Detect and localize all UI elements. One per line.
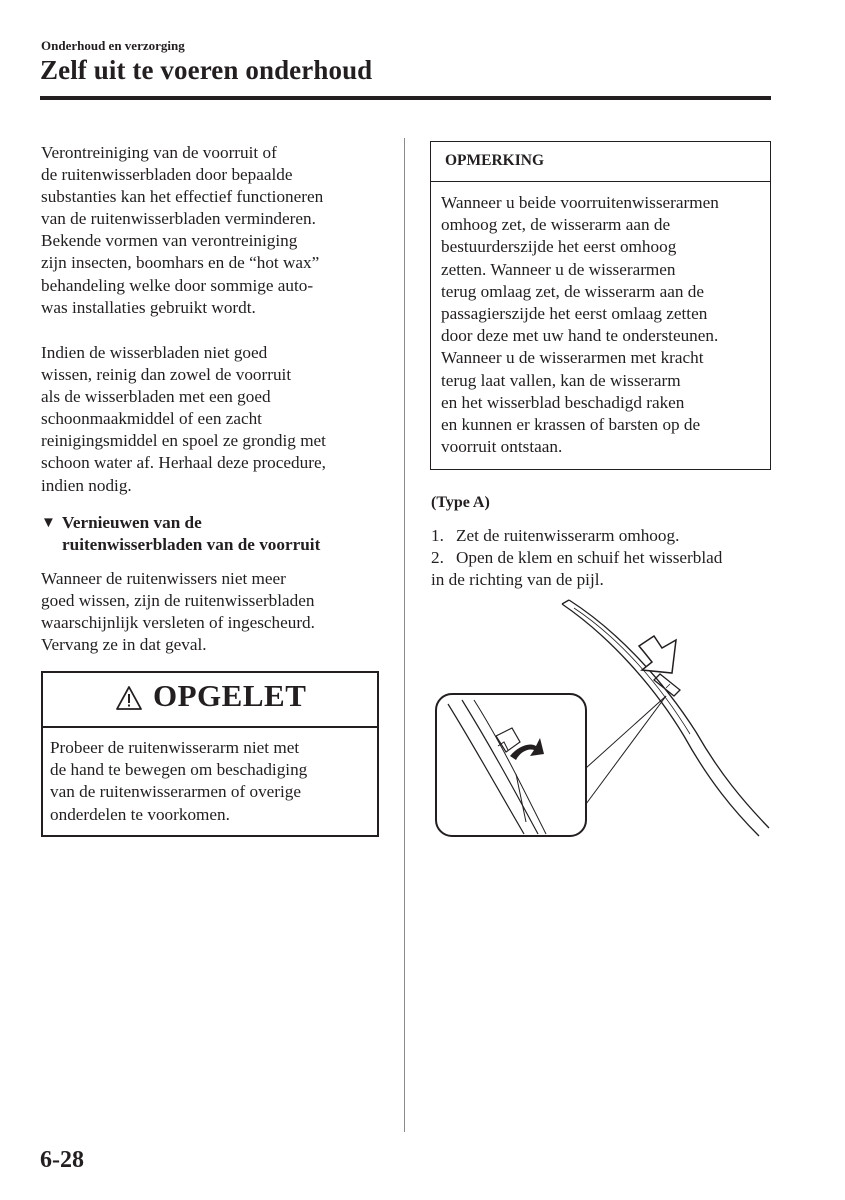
- text-line: door deze met uw hand te ondersteunen.: [441, 326, 719, 346]
- text-line: zetten. Wanneer u de wisserarmen: [441, 259, 676, 279]
- text-line: terug omlaag zet, de wisserarm aan de: [441, 281, 704, 301]
- text-line: Indien de wisserbladen niet goed: [41, 343, 268, 362]
- text-line: van de ruitenwisserarmen of overige: [50, 782, 302, 802]
- text-line: als de wisserbladen met een goed: [41, 387, 271, 407]
- text-line: waarschijnlijk versleten of ingescheurd.: [41, 613, 315, 633]
- step-list: [431, 525, 722, 592]
- text-line: wissen, reinig dan zowel de voorruit: [41, 365, 292, 385]
- paragraph-worn-blades: [41, 568, 386, 656]
- text-line: Verontreiniging van de voorruit of: [41, 143, 277, 162]
- leader-line: [586, 696, 666, 804]
- caution-box: [41, 671, 379, 837]
- text-line: indien nodig.: [41, 475, 132, 495]
- wiper-blade-illustration: [434, 596, 774, 846]
- wiper-arm-drawing: [562, 600, 769, 836]
- type-a-label: (Type A): [431, 494, 490, 511]
- step-text: Open de klem en schuif het wisserblad: [456, 548, 723, 568]
- text-line: goed wissen, zijn de ruitenwisserbladen: [41, 591, 315, 611]
- step-text: in de richting van de pijl.: [431, 570, 604, 590]
- note-body: [441, 192, 719, 458]
- text-line: Wanneer u de wisserarmen met kracht: [441, 348, 704, 368]
- triangle-marker-icon: ▼: [41, 515, 56, 531]
- page-number: 6-28: [40, 1147, 84, 1173]
- text-line: Wanneer de ruitenwissers niet meer: [41, 569, 286, 588]
- text-line: Wanneer u beide voorruitenwisserarmen: [441, 193, 719, 212]
- text-line: behandeling welke door sommige auto-: [41, 275, 314, 295]
- text-line: omhoog zet, de wisserarm aan de: [441, 215, 671, 235]
- text-line: schoon water af. Herhaal deze procedure,: [41, 453, 326, 473]
- step-item: [431, 525, 722, 547]
- leader-line: [586, 696, 666, 768]
- section-label: Onderhoud en verzorging: [41, 38, 185, 53]
- text-line: voorruit ontstaan.: [441, 437, 563, 457]
- text-line: reinigingsmiddel en spoel ze grondig met: [41, 431, 326, 451]
- column-divider: [404, 138, 405, 1132]
- text-line: van de ruitenwisserbladen verminderen.: [41, 209, 316, 229]
- text-line: Bekende vormen van verontreiniging: [41, 231, 298, 251]
- caution-header: [43, 673, 377, 728]
- page-title: Zelf uit te voeren onderhoud: [40, 55, 373, 85]
- text-line: passagierszijde het eerst omlaag zetten: [441, 304, 708, 324]
- detail-inset: [436, 694, 586, 836]
- text-line: terug laat vallen, kan de wisserarm: [441, 370, 681, 390]
- step-text: Zet de ruitenwisserarm omhoog.: [456, 526, 680, 545]
- text-line: Vervang ze in dat geval.: [41, 635, 207, 655]
- paragraph-contamination: [41, 142, 386, 319]
- step-number: 1.: [431, 526, 444, 545]
- direction-arrow-icon: [639, 636, 676, 673]
- note-title: OPMERKING: [445, 152, 545, 169]
- title-rule: [40, 96, 771, 100]
- note-header: [431, 142, 770, 182]
- text-line: en kunnen er krassen of barsten op de: [441, 415, 701, 435]
- text-line: bestuurderszijde het eerst omhoog: [441, 237, 677, 257]
- text-line: onderdelen te voorkomen.: [50, 804, 230, 824]
- text-line: schoonmaakmiddel of een zacht: [41, 409, 262, 429]
- text-line: de hand te bewegen om beschadiging: [50, 760, 308, 780]
- note-box: [430, 141, 771, 470]
- step-number: 2.: [431, 548, 444, 568]
- text-line: Probeer de ruitenwisserarm niet met: [50, 738, 300, 757]
- step-item-continued: [431, 569, 722, 591]
- paragraph-cleaning: [41, 342, 386, 497]
- text-line: was installaties gebruikt wordt.: [41, 297, 256, 317]
- subheading-line-1: Vernieuwen van de: [62, 513, 202, 532]
- subheading-line-2: ruitenwisserbladen van de voorruit: [62, 535, 321, 554]
- text-line: zijn insecten, boomhars en de “hot wax”: [41, 253, 320, 273]
- step-item: [431, 547, 722, 569]
- caution-body: [50, 737, 307, 826]
- caution-title: OPGELET: [153, 678, 307, 713]
- text-line: en het wisserblad beschadigd raken: [441, 392, 685, 412]
- warning-triangle-icon: [116, 685, 142, 711]
- text-line: substanties kan het effectief functioneren: [41, 187, 324, 207]
- text-line: de ruitenwisserbladen door bepaalde: [41, 165, 293, 185]
